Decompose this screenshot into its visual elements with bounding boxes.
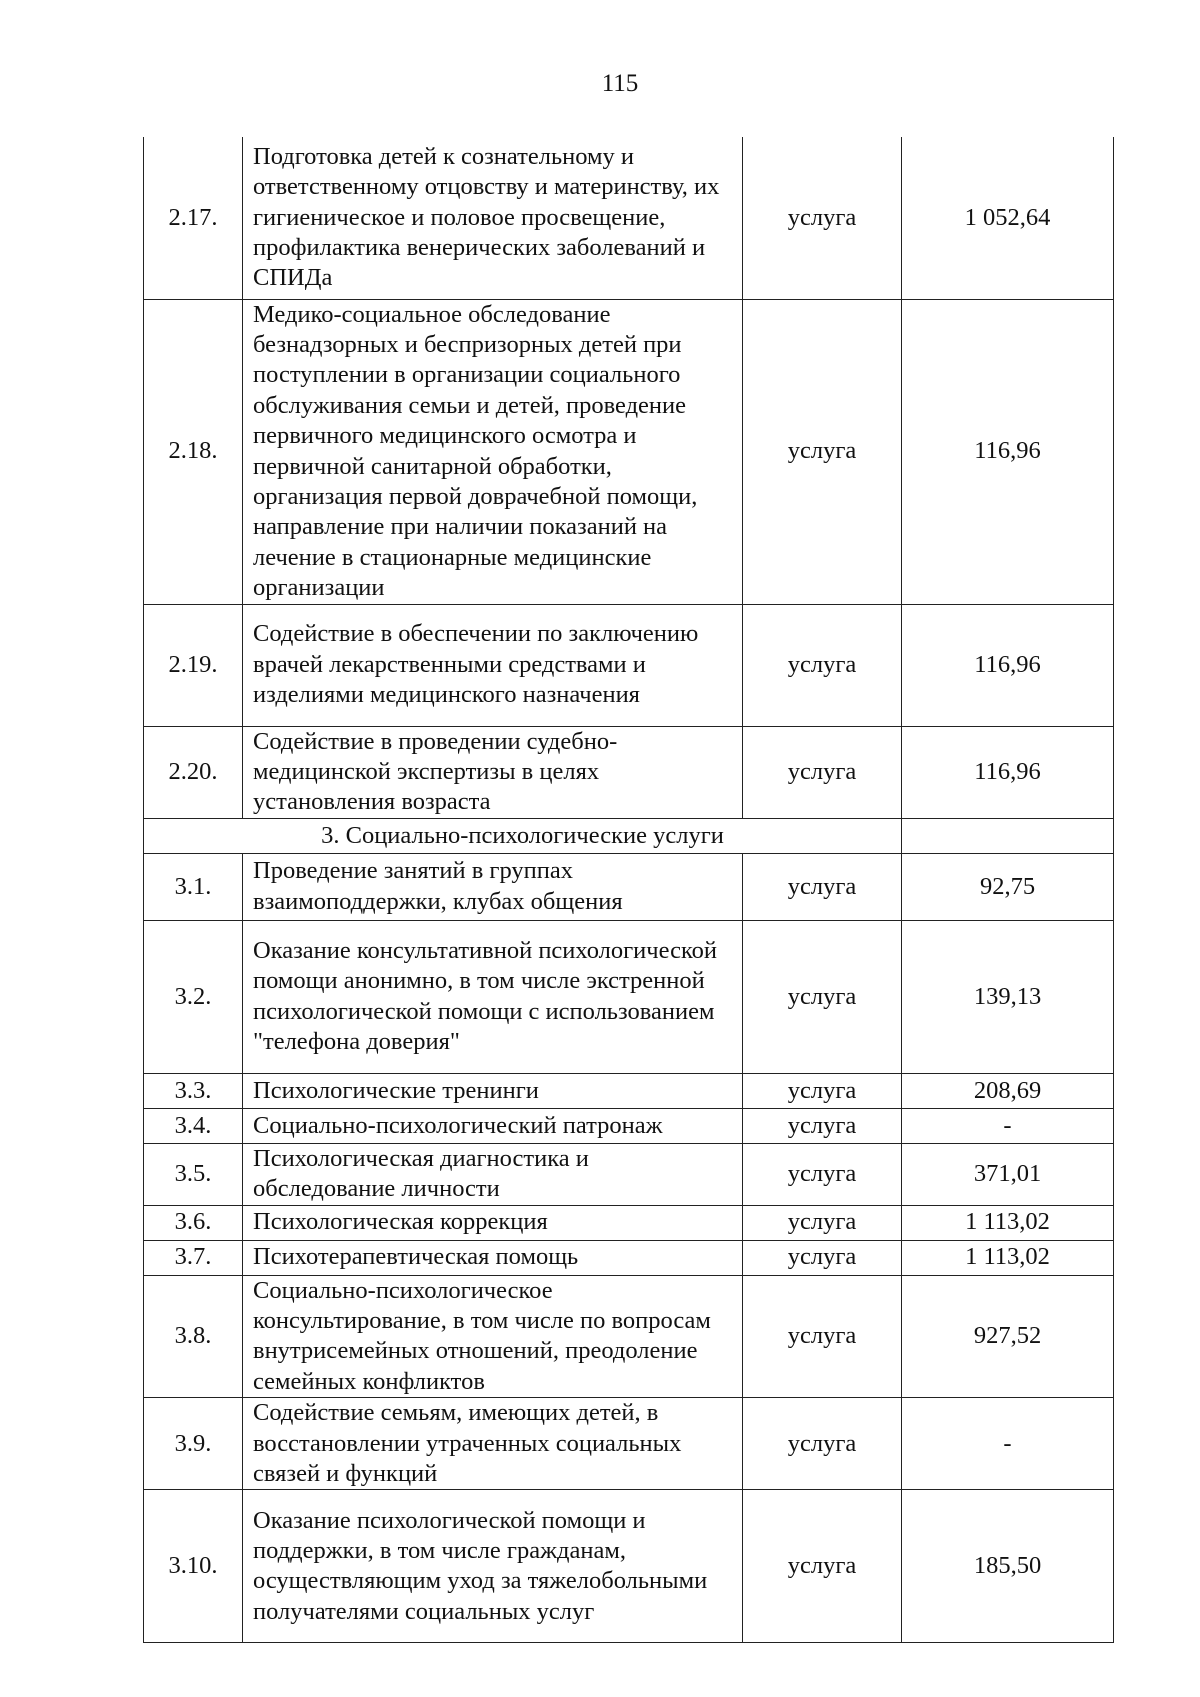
service-name: Содействие семьям, имеющих детей, в восстановлении утраченных социальных связей и функций xyxy=(243,1398,743,1490)
table-row xyxy=(144,604,1114,726)
tariff-value: 185,50 xyxy=(902,1490,1114,1643)
section-header-row xyxy=(144,818,1114,853)
tariff-value: 208,69 xyxy=(902,1073,1114,1108)
tariff-value: 116,96 xyxy=(902,604,1114,726)
tariff-value: 371,01 xyxy=(902,1143,1114,1205)
row-number: 3.5. xyxy=(144,1143,243,1205)
service-name: Оказание психологической помощи и поддержки, в том числе гражданам, осуществляющим уход за тяжелобольными получателями социальных услуг xyxy=(243,1490,743,1643)
row-number: 3.1. xyxy=(144,853,243,920)
row-number: 3.10. xyxy=(144,1490,243,1643)
table-row xyxy=(144,1275,1114,1398)
unit-of-measure: услуга xyxy=(743,853,902,920)
row-number: 3.3. xyxy=(144,1073,243,1108)
table-body xyxy=(144,137,1114,1643)
service-name: Проведение занятий в группах взаимоподдержки, клубах общения xyxy=(243,853,743,920)
row-number: 2.20. xyxy=(144,726,243,818)
row-number: 2.19. xyxy=(144,604,243,726)
unit-of-measure: услуга xyxy=(743,1275,902,1398)
table-row xyxy=(144,1205,1114,1240)
table-row xyxy=(144,1490,1114,1643)
service-name: Социально-психологическое консультирование, в том числе по вопросам внутрисемейных отношений, преодоление семейных конфликтов xyxy=(243,1275,743,1398)
unit-of-measure: услуга xyxy=(743,1490,902,1643)
section-empty-cell xyxy=(902,818,1114,853)
tariff-value: 139,13 xyxy=(902,920,1114,1073)
unit-of-measure: услуга xyxy=(743,1073,902,1108)
row-number: 2.17. xyxy=(144,137,243,299)
services-table xyxy=(143,137,1114,1643)
row-number: 3.4. xyxy=(144,1108,243,1143)
service-name: Психотерапевтическая помощь xyxy=(243,1240,743,1275)
page-number: 115 xyxy=(601,70,639,97)
service-name: Медико-социальное обследование безнадзорных и беспризорных детей при поступлении в организации социального обслуживания семьи и детей, проведение первичного медицинского осмотра и первичной санитарной обработки, организация первой доврачебной помощи, направление при наличии показаний на лечение в стационарные медицинские организации xyxy=(243,299,743,604)
service-name: Содействие в обеспечении по заключению врачей лекарственными средствами и изделиями медицинского назначения xyxy=(243,604,743,726)
tariff-value: 1 113,02 xyxy=(902,1240,1114,1275)
row-number: 3.9. xyxy=(144,1398,243,1490)
tariff-value: 1 052,64 xyxy=(902,137,1114,299)
unit-of-measure: услуга xyxy=(743,726,902,818)
unit-of-measure: услуга xyxy=(743,1240,902,1275)
table-row xyxy=(144,137,1114,299)
section-title: 3. Социально-психологические услуги xyxy=(144,818,902,853)
service-name: Социально-психологический патронаж xyxy=(243,1108,743,1143)
tariff-value: - xyxy=(902,1398,1114,1490)
unit-of-measure: услуга xyxy=(743,137,902,299)
tariff-value: 927,52 xyxy=(902,1275,1114,1398)
unit-of-measure: услуга xyxy=(743,1205,902,1240)
service-name: Психологическая коррекция xyxy=(243,1205,743,1240)
table-row xyxy=(144,299,1114,604)
service-name: Психологическая диагностика и обследование личности xyxy=(243,1143,743,1205)
row-number: 3.7. xyxy=(144,1240,243,1275)
tariff-value: 116,96 xyxy=(902,299,1114,604)
unit-of-measure: услуга xyxy=(743,1398,902,1490)
tariff-value: 116,96 xyxy=(902,726,1114,818)
table-row xyxy=(144,1398,1114,1490)
table-row xyxy=(144,1108,1114,1143)
unit-of-measure: услуга xyxy=(743,604,902,726)
table-row xyxy=(144,1240,1114,1275)
service-name: Подготовка детей к сознательному и ответственному отцовству и материнству, их гигиеническое и половое просвещение, профилактика венерических заболеваний и СПИДа xyxy=(243,137,743,299)
unit-of-measure: услуга xyxy=(743,1143,902,1205)
row-number: 2.18. xyxy=(144,299,243,604)
table-row xyxy=(144,1143,1114,1205)
unit-of-measure: услуга xyxy=(743,920,902,1073)
table-row xyxy=(144,1073,1114,1108)
table-row xyxy=(144,726,1114,818)
tariff-value: - xyxy=(902,1108,1114,1143)
row-number: 3.2. xyxy=(144,920,243,1073)
row-number: 3.6. xyxy=(144,1205,243,1240)
service-name: Содействие в проведении судебно-медицинской экспертизы в целях установления возраста xyxy=(243,726,743,818)
service-name: Оказание консультативной психологической помощи анонимно, в том числе экстренной психологической помощи с использованием "телефона доверия" xyxy=(243,920,743,1073)
table-row xyxy=(144,853,1114,920)
tariff-value: 92,75 xyxy=(902,853,1114,920)
tariff-value: 1 113,02 xyxy=(902,1205,1114,1240)
unit-of-measure: услуга xyxy=(743,1108,902,1143)
row-number: 3.8. xyxy=(144,1275,243,1398)
table-row xyxy=(144,920,1114,1073)
unit-of-measure: услуга xyxy=(743,299,902,604)
service-name: Психологические тренинги xyxy=(243,1073,743,1108)
